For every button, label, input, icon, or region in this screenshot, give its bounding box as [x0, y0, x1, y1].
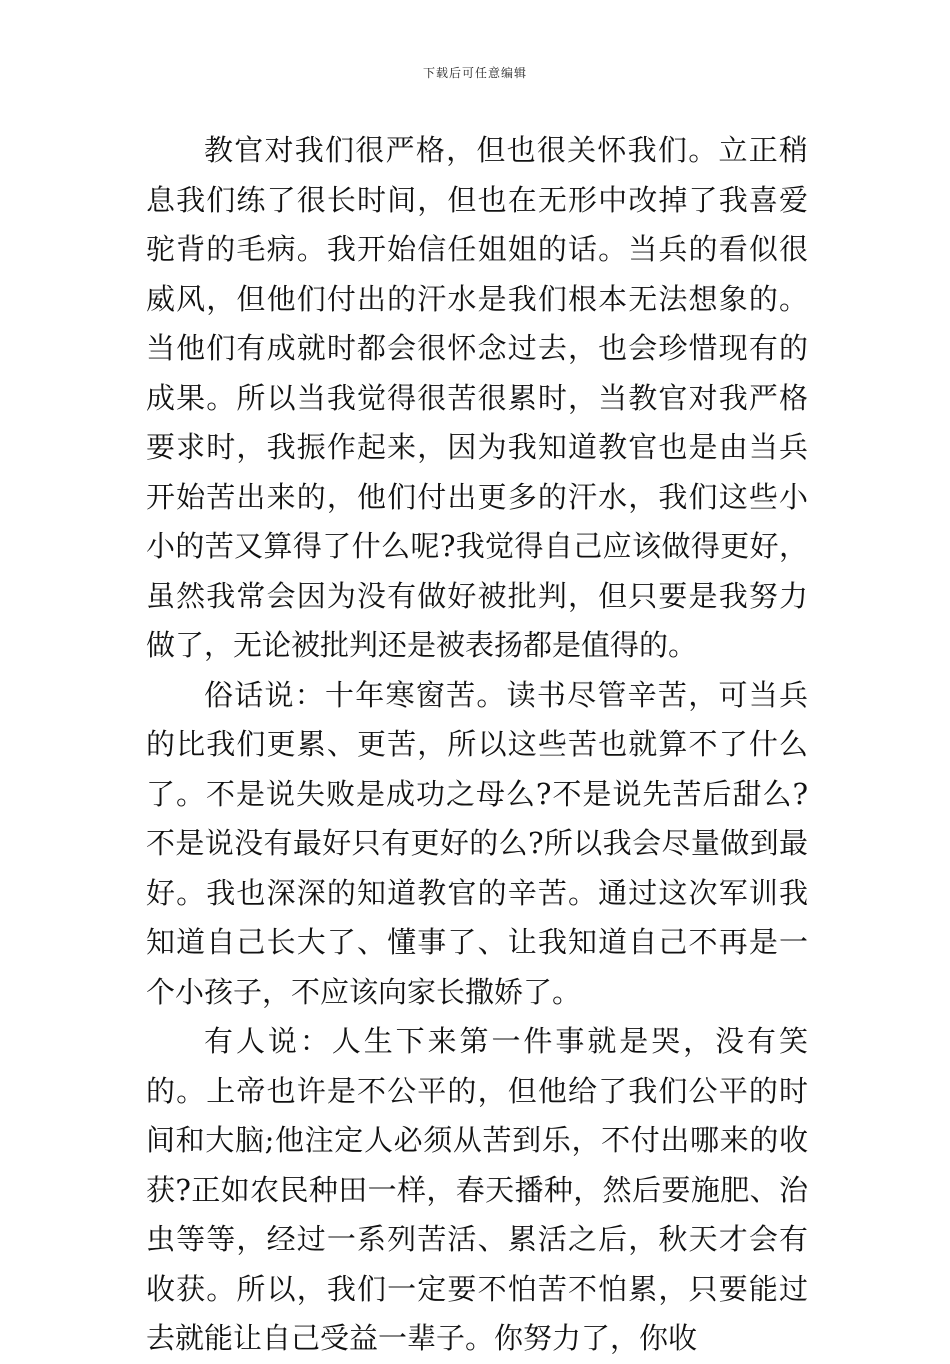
paragraph-2: 俗话说：十年寒窗苦。读书尽管辛苦，可当兵的比我们更累、更苦，所以这些苦也就算不了什么了。不是说失败是成功之母么?不是说先苦后甜么?不是说没有最好只有更好的么?所以我会尽量做到最好。我也深深的知道教官的辛苦。通过这次军训我知道自己长大了、懂事了、让我知道自己不再是一个小孩子，不应该向家长撒娇了。 [146, 677, 808, 1009]
paragraph-1: 教官对我们很严格，但也很关怀我们。立正稍息我们练了很长时间，但也在无形中改掉了我喜爱驼背的毛病。我开始信任姐姐的话。当兵的看似很威风，但他们付出的汗水是我们根本无法想象的。当他们有成就时都会很怀念过去，也会珍惜现有的成果。所以当我觉得很苦很累时，当教官对我严格要求时，我振作起来，因为我知道教官也是由当兵开始苦出来的，他们付出更多的汗水，我们这些小小的苦又算得了什么呢?我觉得自己应该做得更好，虽然我常会因为没有做好被批判，但只要是我努力做了，无论被批判还是被表扬都是值得的。 [146, 133, 808, 662]
page-header: 下载后可任意编辑 [422, 66, 527, 80]
paragraph-3: 有人说：人生下来第一件事就是哭，没有笑的。上帝也许是不公平的，但他给了我们公平的时间和大脑;他注定人必须从苦到乐，不付出哪来的收获?正如农民种田一样，春天播种，然后要施肥、治虫等等，经过一系列苦活、累活之后，秋天才会有收获。所以，我们一定要不怕苦不怕累，只要能过去就能让自己受益一辈子。你努力了，你收 [146, 1024, 808, 1355]
document-body [146, 126, 808, 1364]
